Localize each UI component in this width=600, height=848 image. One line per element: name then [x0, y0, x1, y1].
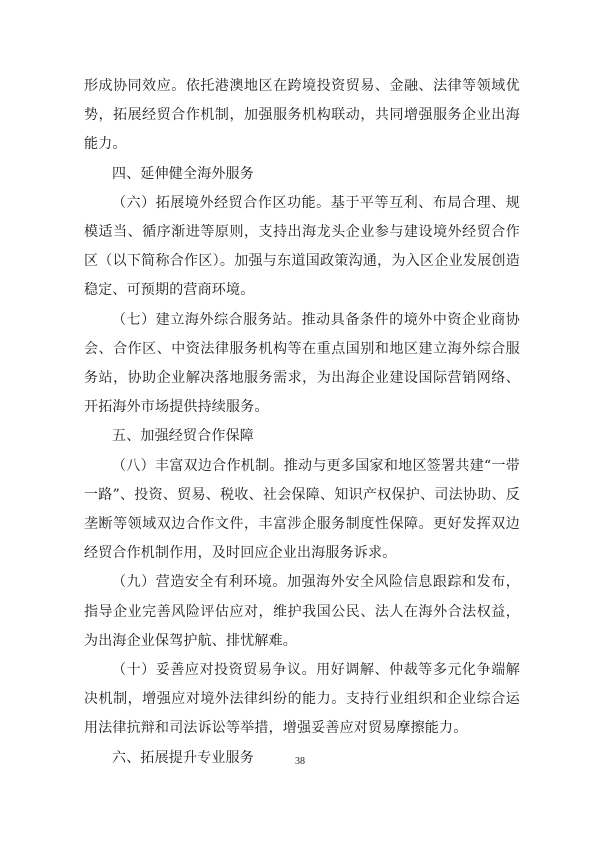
paragraph-continuation: 形成协同效应。依托港澳地区在跨境投资贸易、金融、法律等领域优势，拓展经贸合作机制，加强服务机构联动，共同增强服务企业出海能力。 [84, 78, 520, 153]
paragraph-item-7: （七）建立海外综合服务站。推动具备条件的境外中资企业商协会、合作区、中资法律服务机构等在重点国别和地区建立海外综合服务站，协助企业解决落地服务需求，为出海企业建设国际营销网络、开拓海外市场提供持续服务。 [84, 311, 520, 416]
section-heading-5: 五、加强经贸合作保障 [112, 428, 254, 445]
page-number: 38 [295, 756, 305, 767]
paragraph-item-9: （九）营造安全有利环境。加强海外安全风险信息跟踪和发布，指导企业完善风险评估应对，维护我国公民、法人在海外合法权益，为出海企业保驾护航、排忧解难。 [84, 574, 520, 649]
section-heading-6: 六、拓展提升专业服务 [112, 749, 254, 766]
paragraph-item-10: （十）妥善应对投资贸易争议。用好调解、仲裁等多元化争端解决机制，增强应对境外法律纠纷的能力。支持行业组织和企业综合运用法律抗辩和司法诉讼等举措，增强妥善应对贸易摩擦能力。 [84, 662, 520, 737]
paragraph-item-8: （八）丰富双边合作机制。推动与更多国家和地区签署共建“一带一路”、投资、贸易、税收、社会保障、知识产权保护、司法协助、反垄断等领域双边合作文件，丰富涉企服务制度性保障。更好发挥双边经贸合作机制作用，及时回应企业出海服务诉求。 [84, 457, 520, 562]
document-body [84, 72, 520, 773]
section-heading-4: 四、延伸健全海外服务 [112, 165, 254, 182]
paragraph-item-6: （六）拓展境外经贸合作区功能。基于平等互利、布局合理、规模适当、循序渐进等原则，支持出海龙头企业参与建设境外经贸合作区（以下简称合作区）。加强与东道国政策沟通，为入区企业发展创造稳定、可预期的营商环境。 [84, 194, 520, 299]
